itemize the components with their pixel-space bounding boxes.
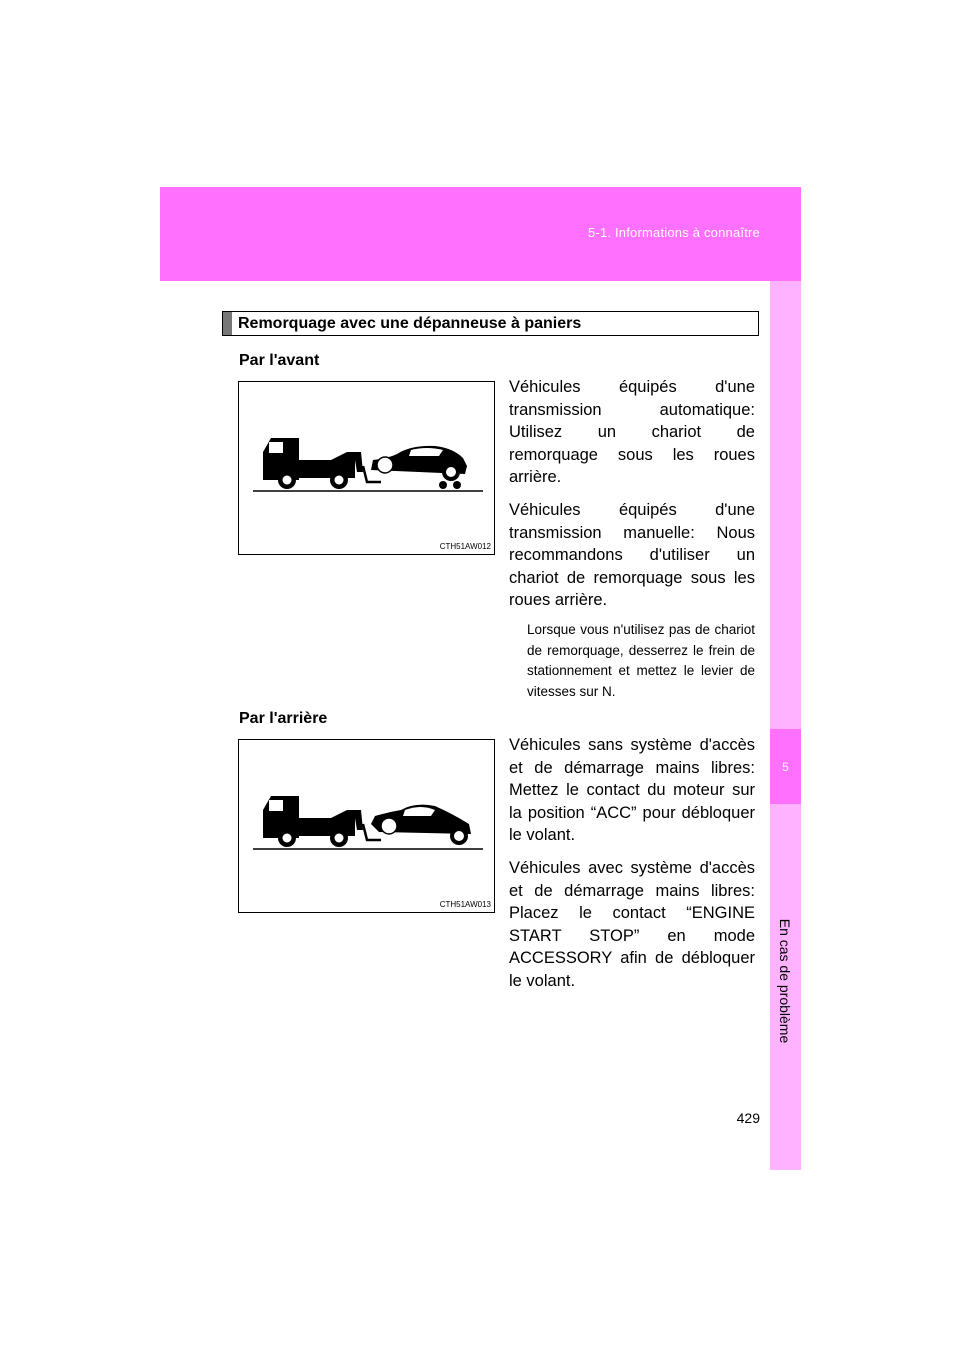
chapter-header-band <box>160 187 801 281</box>
rear-paragraph-without-smart-key: Véhicules sans système d'accès et de démarrage mains libres: Mettez le contact du moteur sur la position “ACC” pour débloquer le volant. <box>509 736 755 845</box>
chapter-side-strip <box>770 281 801 1170</box>
front-paragraph-automatic: Véhicules équipés d'une transmission automatique: Utilisez un chariot de remorquage sous les roues arrière. <box>509 378 755 487</box>
section-heading-box <box>222 311 759 336</box>
front-figure-code: CTH51AW012 <box>439 542 491 551</box>
rear-paragraph-with-smart-key: Véhicules avec système d'accès et de démarrage mains libres: Placez le contact “ENGINE START STOP” en mode ACCESSORY afin de débloquer le volant. <box>509 859 755 990</box>
tow-truck-front-illustration <box>239 382 494 554</box>
front-paragraph-manual: Véhicules équipés d'une transmission manuelle: Nous recommandons d'utiliser un chariot de remorquage sous les roues arrière. <box>509 501 755 610</box>
rear-figure-code: CTH51AW013 <box>439 900 491 909</box>
rear-heading: Par l'arrière <box>239 710 328 727</box>
front-note: Lorsque vous n'utilisez pas de chariot de remorquage, desserrez le frein de stationnement et mettez le levier de vitesses sur N. <box>527 622 755 699</box>
front-heading: Par l'avant <box>239 352 320 369</box>
chapter-number: 5 <box>782 759 789 774</box>
chapter-side-label: En cas de problème <box>777 918 793 1044</box>
section-title: Remorquage avec une dépanneuse à paniers <box>238 314 582 332</box>
section-heading-bar <box>223 312 232 335</box>
chapter-number-tab[interactable] <box>770 729 801 804</box>
page-number: 429 <box>736 1110 760 1126</box>
front-tow-figure <box>238 381 495 555</box>
breadcrumb: 5-1. Informations à connaître <box>587 225 760 240</box>
tow-truck-rear-illustration <box>239 740 494 912</box>
rear-tow-figure <box>238 739 495 913</box>
